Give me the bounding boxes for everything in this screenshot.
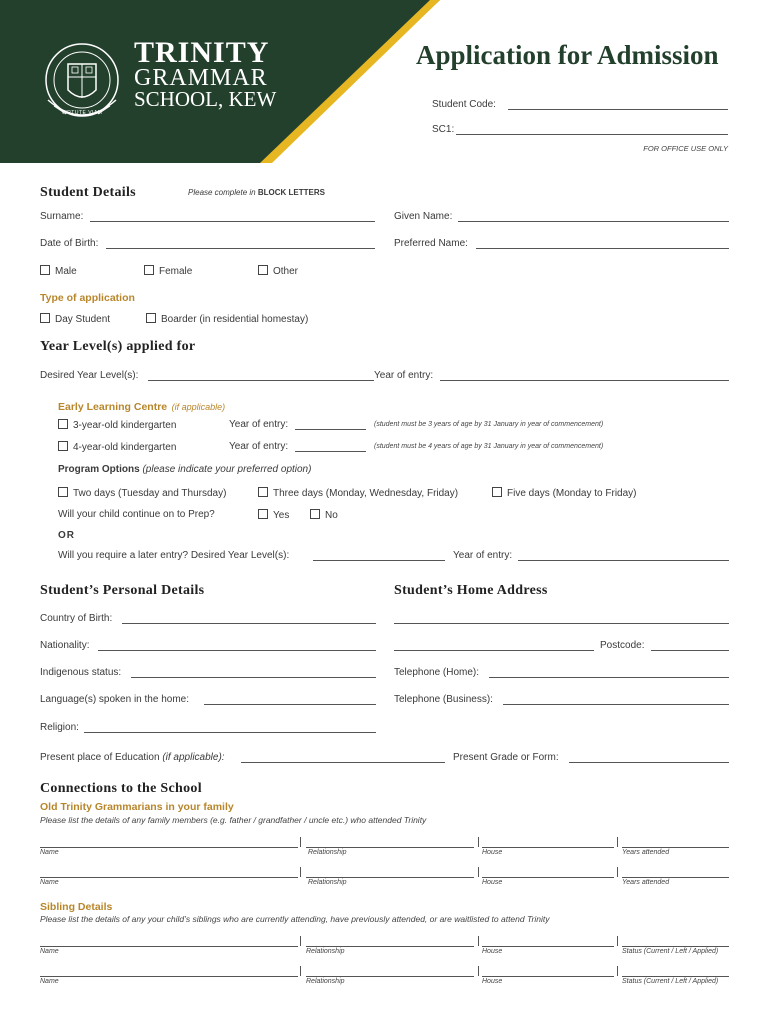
preferred-name-field[interactable] [476,248,729,249]
sib-row1-name-caption: Name [40,948,59,955]
desired-year-field[interactable] [148,380,374,381]
sib-row2-house[interactable] [482,976,614,977]
dob-label: Date of Birth: [40,238,99,249]
sib-row2-house-caption: House [482,978,503,985]
later-entry-field[interactable] [313,560,445,561]
day-student-checkbox[interactable] [40,313,50,323]
personal-details-heading: Student’s Personal Details [40,583,205,598]
or-label: OR [58,530,75,541]
sib-row1-house[interactable] [482,946,614,947]
two-days-option[interactable]: Two days (Tuesday and Thursday) [58,487,226,499]
student-details-heading: Student Details [40,185,136,200]
otg-row2-sep1 [300,867,301,877]
k3-option[interactable]: 3-year-old kindergarten [58,419,176,431]
sib-row1-relationship-caption: Relationship [306,948,345,955]
otg-row1-name-caption: Name [40,849,59,856]
five-days-checkbox[interactable] [492,487,502,497]
sib-row2-status-caption: Status (Current / Left / Applied) [622,978,719,985]
otg-row2-sep3 [617,867,618,877]
present-place-label: Present place of Education (if applicable): [40,752,225,763]
otg-row1-name[interactable] [40,847,298,848]
female-checkbox[interactable] [144,265,154,275]
other-checkbox[interactable] [258,265,268,275]
religion-field[interactable] [84,732,376,733]
k3-year-entry-field[interactable] [295,429,366,430]
otg-note: Please list the details of any family members (e.g. father / grandfather / uncle etc.) who attended Trinity [40,815,427,825]
tel-business-label: Telephone (Business): [394,694,493,705]
sib-row1-sep2 [478,936,479,946]
school-name-line2: GRAMMAR [134,65,268,91]
k3-year-entry-label: Year of entry: [229,419,289,430]
sib-row2-status[interactable] [622,976,729,977]
present-grade-label: Present Grade or Form: [453,752,559,763]
prep-no-option[interactable]: No [310,509,338,521]
form-title: Application for Admission [416,40,719,70]
dob-field[interactable] [106,248,375,249]
address-line-2[interactable] [394,650,594,651]
five-days-option[interactable]: Five days (Monday to Friday) [492,487,637,499]
sib-row2-sep2 [478,966,479,976]
surname-label: Surname: [40,211,84,222]
boarder-option[interactable]: Boarder (in residential homestay) [146,313,308,325]
nationality-label: Nationality: [40,640,90,651]
otg-row2-relationship-caption: Relationship [308,879,347,886]
sc1-label: SC1: [432,124,455,135]
office-use-note: FOR OFFICE USE ONLY [643,144,728,153]
later-year-entry-label: Year of entry: [453,550,513,561]
present-place-field[interactable] [241,762,445,763]
otg-heading: Old Trinity Grammarians in your family [40,801,234,813]
school-name-line1: TRINITY [134,36,270,69]
otg-row1-relationship-caption: Relationship [308,849,347,856]
female-option[interactable]: Female [144,265,192,277]
language-field[interactable] [204,704,376,705]
surname-field[interactable] [90,221,375,222]
postcode-label: Postcode: [600,640,645,651]
otg-row1-house-caption: House [482,849,503,856]
sibling-heading: Sibling Details [40,901,113,913]
otg-row2-house[interactable] [482,877,614,878]
sib-row1-relationship[interactable] [306,946,474,947]
sib-row2-name[interactable] [40,976,298,977]
sib-row1-name[interactable] [40,946,298,947]
otg-row2-years-caption: Years attended [622,879,670,886]
k4-year-entry-label: Year of entry: [229,441,289,452]
sc1-field[interactable] [456,134,728,135]
student-code-field[interactable] [508,109,728,110]
k4-year-entry-field[interactable] [295,451,366,452]
home-address-heading: Student’s Home Address [394,583,548,598]
otg-row2-relationship[interactable] [306,877,474,878]
crest-motto: VIRTUTE VIAM [61,110,103,116]
k3-note: (student must be 3 years of age by 31 January in year of commencement) [374,421,604,428]
sib-row1-house-caption: House [482,948,503,955]
otg-row2-name[interactable] [40,877,298,878]
sib-row1-sep1 [300,936,301,946]
sib-row2-relationship-caption: Relationship [306,978,345,985]
address-line-1[interactable] [394,623,729,624]
two-days-checkbox[interactable] [58,487,68,497]
desired-year-label: Desired Year Level(s): [40,370,139,381]
later-year-entry-field[interactable] [518,560,729,561]
otg-row1-sep2 [478,837,479,847]
otg-row1-years-caption: Years attended [622,849,670,856]
otg-row1-years[interactable] [622,847,729,848]
language-label: Language(s) spoken in the home: [40,694,189,705]
school-name-line3: SCHOOL, KEW [134,87,277,111]
three-days-checkbox[interactable] [258,487,268,497]
year-level-heading: Year Level(s) applied for [40,339,196,354]
otg-row2-sep2 [478,867,479,877]
year-entry-label: Year of entry: [374,370,434,381]
elc-heading: Early Learning Centre (if applicable) [58,401,226,413]
program-options-heading: Program Options (please indicate your preferred option) [58,464,312,475]
sib-row2-relationship[interactable] [306,976,474,977]
school-crest [34,34,130,130]
indigenous-label: Indigenous status: [40,667,122,678]
other-option[interactable]: Other [258,265,298,277]
otg-row2-name-caption: Name [40,879,59,886]
otg-row1-house[interactable] [482,847,614,848]
sib-row2-sep3 [617,966,618,976]
indigenous-field[interactable] [131,677,376,678]
religion-label: Religion: [40,722,79,733]
given-name-label: Given Name: [394,211,453,222]
sibling-note: Please list the details of any your child’s siblings who are currently attending, have previously attended, or are waitlisted to attend Trinity [40,914,550,924]
prep-yes-option[interactable]: Yes [258,509,289,521]
type-of-application-heading: Type of application [40,292,135,304]
otg-row1-relationship[interactable] [306,847,474,848]
country-field[interactable] [122,623,376,624]
otg-row2-house-caption: House [482,879,503,886]
prep-yes-checkbox[interactable] [258,509,268,519]
sib-row1-sep3 [617,936,618,946]
male-checkbox[interactable] [40,265,50,275]
sib-row2-name-caption: Name [40,978,59,985]
country-label: Country of Birth: [40,613,113,624]
sib-row1-status[interactable] [622,946,729,947]
prep-question: Will your child continue on to Prep? [58,509,215,520]
year-entry-field[interactable] [440,380,729,381]
preferred-name-label: Preferred Name: [394,238,468,249]
sib-row2-sep1 [300,966,301,976]
otg-row1-sep3 [617,837,618,847]
male-option[interactable]: Male [40,265,77,277]
sib-row1-status-caption: Status (Current / Left / Applied) [622,948,719,955]
connections-heading: Connections to the School [40,781,202,796]
otg-row1-sep1 [300,837,301,847]
three-days-option[interactable]: Three days (Monday, Wednesday, Friday) [258,487,458,499]
student-code-label: Student Code: [432,99,496,110]
nationality-field[interactable] [98,650,376,651]
k4-note: (student must be 4 years of age by 31 January in year of commencement) [374,443,604,450]
boarder-checkbox[interactable] [146,313,156,323]
tel-home-field[interactable] [489,677,729,678]
later-entry-label: Will you require a later entry? Desired Year Level(s): [58,550,290,561]
day-student-option[interactable]: Day Student [40,313,110,325]
k3-checkbox[interactable] [58,419,68,429]
prep-no-checkbox[interactable] [310,509,320,519]
tel-home-label: Telephone (Home): [394,667,480,678]
tel-business-field[interactable] [503,704,729,705]
k4-option[interactable]: 4-year-old kindergarten [58,441,176,453]
otg-row2-years[interactable] [622,877,729,878]
present-grade-field[interactable] [569,762,729,763]
given-name-field[interactable] [458,221,729,222]
k4-checkbox[interactable] [58,441,68,451]
block-letters-note: Please complete in BLOCK LETTERS [188,188,325,197]
postcode-field[interactable] [651,650,729,651]
